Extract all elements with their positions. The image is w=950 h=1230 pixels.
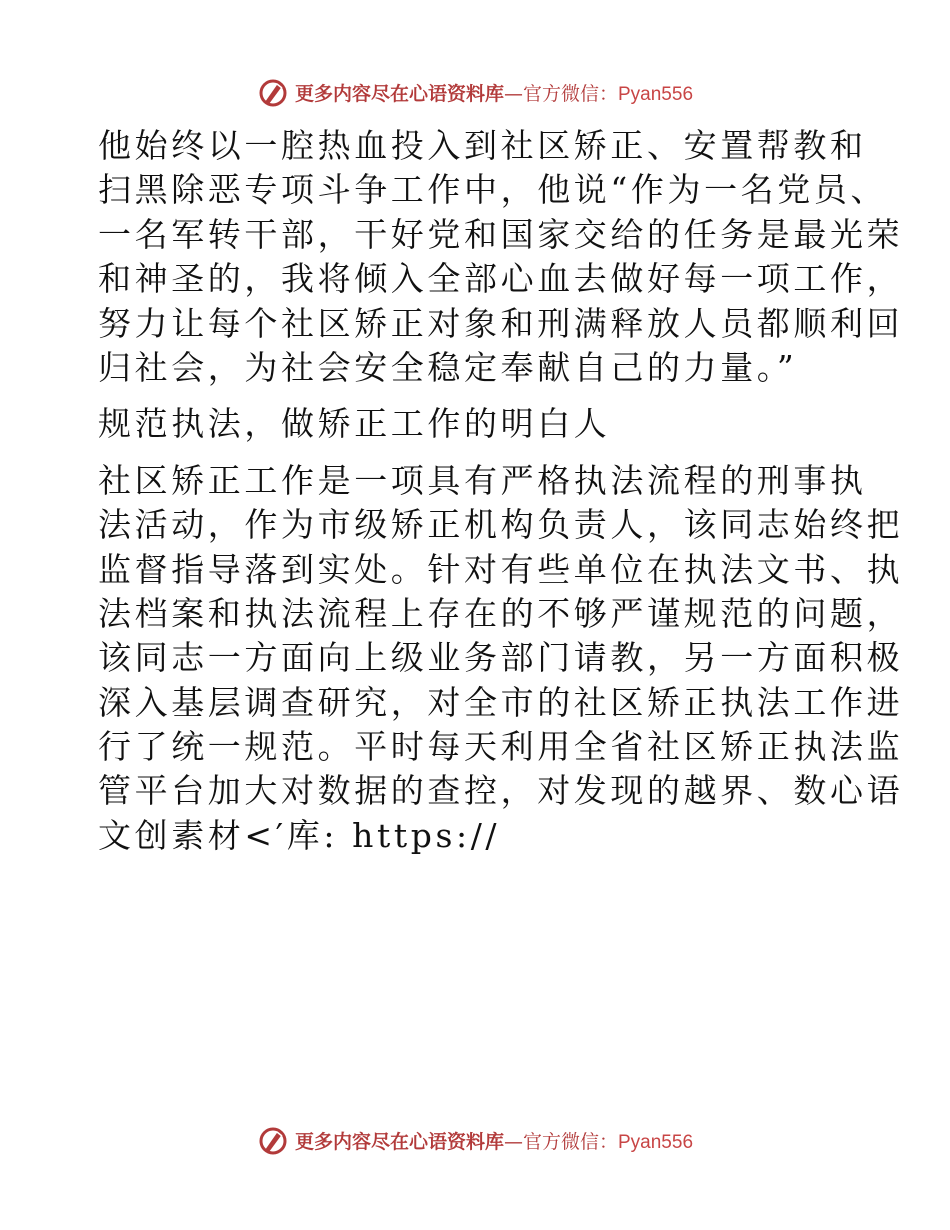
- heading-line: 规范执法，做矫正工作的明白人: [98, 404, 611, 444]
- paragraph-law-enforcement: [98, 459, 904, 859]
- text-line: 社区矫正工作是一项具有严格执法流程的刑事执: [98, 460, 867, 500]
- watermark-site-name: 更多内容尽在心语资料库: [294, 82, 504, 105]
- watermark-dash: —: [503, 1130, 523, 1153]
- feather-pen-logo-icon: [257, 76, 289, 108]
- text-line: 法档案和执法流程上存在的不够严谨规范的问题，: [98, 593, 904, 633]
- watermark-dash: —: [503, 82, 523, 105]
- text-line: 他始终以一腔热血投入到社区矫正、安置帮教和: [98, 126, 867, 165]
- text-line: 归社会，为社会安全稳定奉献自己的力量。”: [98, 347, 798, 387]
- section-heading: [98, 402, 858, 446]
- header-watermark: [0, 72, 950, 112]
- feather-pen-logo-icon: [257, 1124, 289, 1156]
- text-line: 法活动，作为市级矫正机构负责人，该同志始终把: [98, 505, 904, 545]
- text-line: 和神圣的，我将倾入全部心血去做好每一项工作，: [98, 259, 904, 299]
- paragraph-dedication: [98, 124, 904, 390]
- text-line: 行了统一规范。平时每天利用全省社区矫正执法监: [98, 727, 904, 767]
- watermark-site-name: 更多内容尽在心语资料库: [294, 1130, 504, 1153]
- watermark-wechat-label: 官方微信：: [522, 1130, 618, 1153]
- watermark-wechat-id: Pyan556: [618, 1131, 694, 1153]
- watermark-wechat-label: 官方微信：: [522, 82, 618, 105]
- text-line: 监督指导落到实处。针对有些单位在执法文书、执: [98, 549, 904, 589]
- text-line: 该同志一方面向上级业务部门请教，另一方面积极: [98, 638, 904, 678]
- text-line: 管平台加大对数据的查控，对发现的越界、数心语: [98, 771, 904, 811]
- text-line: 文创素材<′库: https://: [98, 815, 501, 855]
- footer-watermark: [0, 1120, 950, 1160]
- text-line: 一名军转干部，干好党和国家交给的任务是最光荣: [98, 214, 904, 254]
- text-line: 努力让每个社区矫正对象和刑满释放人员都顺利回: [98, 303, 904, 343]
- watermark-wechat-id: Pyan556: [618, 83, 694, 105]
- document-body: [98, 124, 904, 858]
- text-line: 扫黑除恶专项斗争工作中，他说“作为一名党员、: [98, 170, 888, 210]
- text-line: 深入基层调查研究，对全市的社区矫正执法工作进: [98, 682, 904, 722]
